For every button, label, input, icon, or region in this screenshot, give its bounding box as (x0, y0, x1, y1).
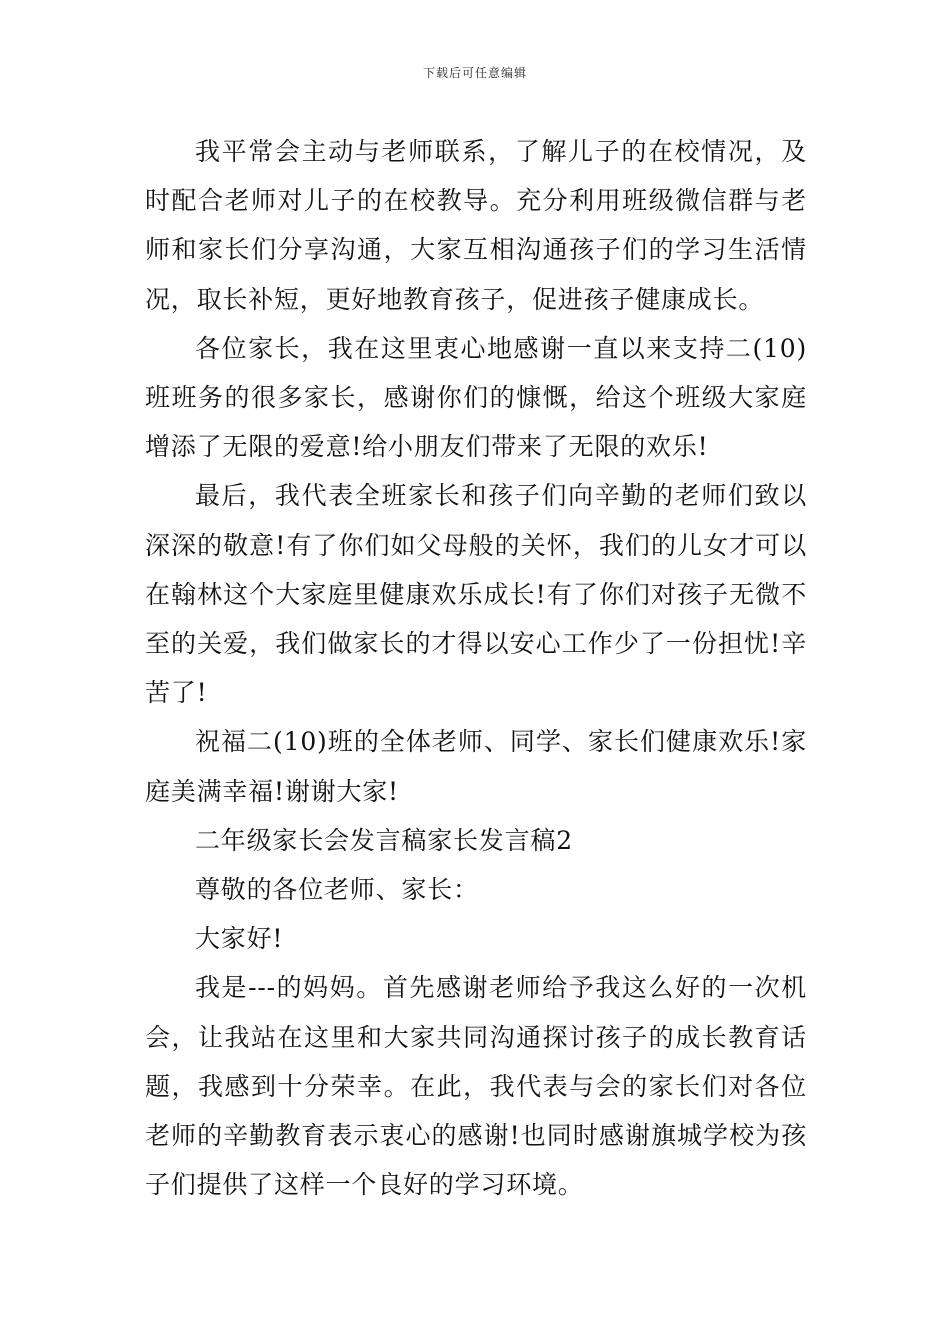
paragraph-4: 祝福二(10)班的全体老师、同学、家长们健康欢乐!家庭美满幸福!谢谢大家! (145, 727, 807, 806)
paragraph-3: 最后，我代表全班家长和孩子们向辛勤的老师们致以深深的敬意!有了你们如父母般的关怀，我们的儿女才可以在翰林这个大家庭里健康欢乐成长!有了你们对孩子无微不至的关爱，我们做家长的才得以安心工作少了一份担忧!辛苦了! (145, 481, 807, 708)
page-header: 下载后可任意编辑 (422, 66, 527, 80)
paragraph-1: 我平常会主动与老师联系，了解儿子的在校情况，及时配合老师对儿子的在校教导。充分利用班级微信群与老师和家长们分享沟通，大家互相沟通孩子们的学习生活情况，取长补短，更好地教育孩子，促进孩子健康成长。 (145, 137, 807, 314)
paragraph-2: 各位家长，我在这里衷心地感谢一直以来支持二(10)班班务的很多家长，感谢你们的慷慨，给这个班级大家庭增添了无限的爱意!给小朋友们带来了无限的欢乐! (145, 333, 807, 462)
paragraph-5: 我是---的妈妈。首先感谢老师给予我这么好的一次机会，让我站在这里和大家共同沟通探讨孩子的成长教育话题，我感到十分荣幸。在此，我代表与会的家长们对各位老师的辛勤教育表示衷心的感谢!也同时感谢旗城学校为孩子们提供了这样一个良好的学习环境。 (145, 973, 807, 1200)
greeting: 大家好! (195, 924, 284, 954)
document-body (145, 127, 807, 1209)
salutation: 尊敬的各位老师、家长： (195, 875, 479, 905)
section-title: 二年级家长会发言稿家长发言稿2 (195, 825, 573, 855)
